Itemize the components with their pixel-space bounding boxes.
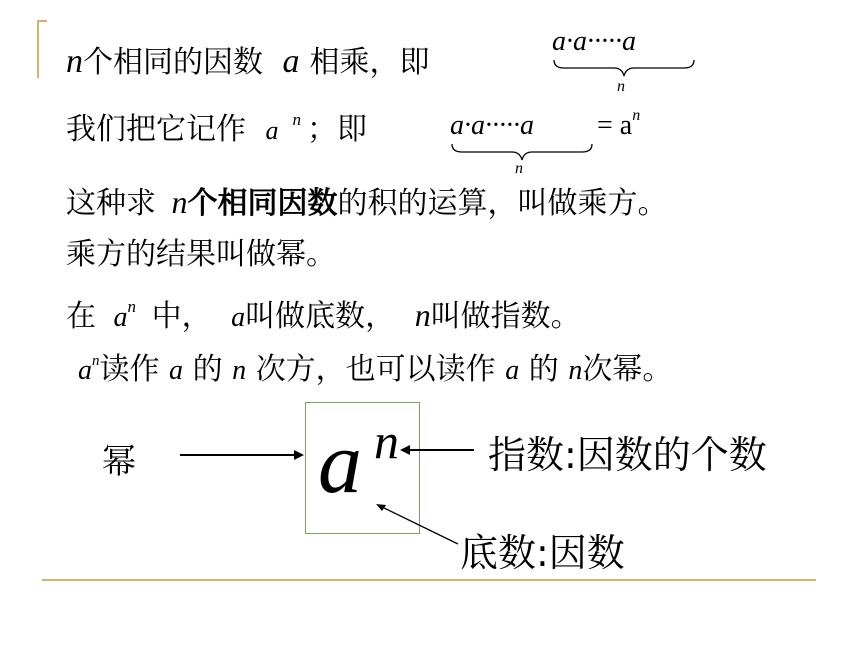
definition-line-1 <box>66 44 430 81</box>
var-a: a <box>78 355 92 386</box>
var-a: a <box>505 355 520 386</box>
exponent-label: 指数:因数的个数 <box>488 433 767 477</box>
exponent-n: n <box>127 297 137 316</box>
text: 的 <box>528 352 559 387</box>
definition-line-3 <box>66 184 668 222</box>
accent-top-rule <box>37 20 47 22</box>
var-a: a <box>113 302 128 333</box>
text: ；即 <box>307 112 368 147</box>
product-expression: a·a·····a <box>450 110 534 141</box>
exponent-n: n <box>92 353 100 369</box>
definition-line-5 <box>66 297 581 339</box>
footer-rule <box>42 579 816 581</box>
var-n: n <box>568 355 583 386</box>
text: 中， <box>151 299 212 334</box>
accent-vertical-rule <box>37 20 39 78</box>
underbrace-1 <box>552 58 697 80</box>
definition-line-2 <box>66 112 367 152</box>
base-a: a <box>318 415 362 512</box>
text: 相乘，即 <box>309 45 430 80</box>
var-n: n <box>171 184 188 220</box>
var-a: a <box>265 116 279 145</box>
text: 个相同的因数 <box>83 45 263 80</box>
equals-power <box>597 107 641 142</box>
text: 次幂。 <box>582 352 673 387</box>
var-n: n <box>232 355 247 386</box>
text: 的积的运算，叫做乘方。 <box>337 186 668 221</box>
definition-line-6 <box>78 352 672 393</box>
text: 在 <box>66 299 96 334</box>
base-label: 底数:因数 <box>460 531 625 575</box>
product-expression: a·a·····a <box>552 26 636 57</box>
exponent-n: n <box>632 107 641 124</box>
base-arrow <box>372 500 464 550</box>
var-n: n <box>414 297 431 333</box>
exponent-n: n <box>374 413 399 469</box>
underbrace-count: n <box>515 160 523 177</box>
equals-a: = a <box>597 110 633 141</box>
power-arrow <box>178 445 306 465</box>
exponent-arrow <box>398 442 478 458</box>
text: 的 <box>192 352 223 387</box>
text: 叫做底数， <box>245 299 396 334</box>
var-a: a <box>231 302 246 333</box>
exponent-n: n <box>292 110 302 129</box>
var-a: a <box>169 355 184 386</box>
definition-line-4: 乘方的结果叫做幂。 <box>66 237 336 272</box>
power-label: 幂 <box>102 442 136 482</box>
var-n: n <box>66 43 83 80</box>
emphasis-text: 个相同因数 <box>187 186 338 221</box>
underbrace-count: n <box>617 78 625 95</box>
text: 读作 <box>99 352 160 387</box>
text: 次方，也可以读作 <box>255 352 496 387</box>
var-a: a <box>282 43 300 80</box>
text: 叫做指数。 <box>430 299 581 334</box>
text: 这种求 <box>66 186 156 221</box>
text: 我们把它记作 <box>66 112 246 147</box>
